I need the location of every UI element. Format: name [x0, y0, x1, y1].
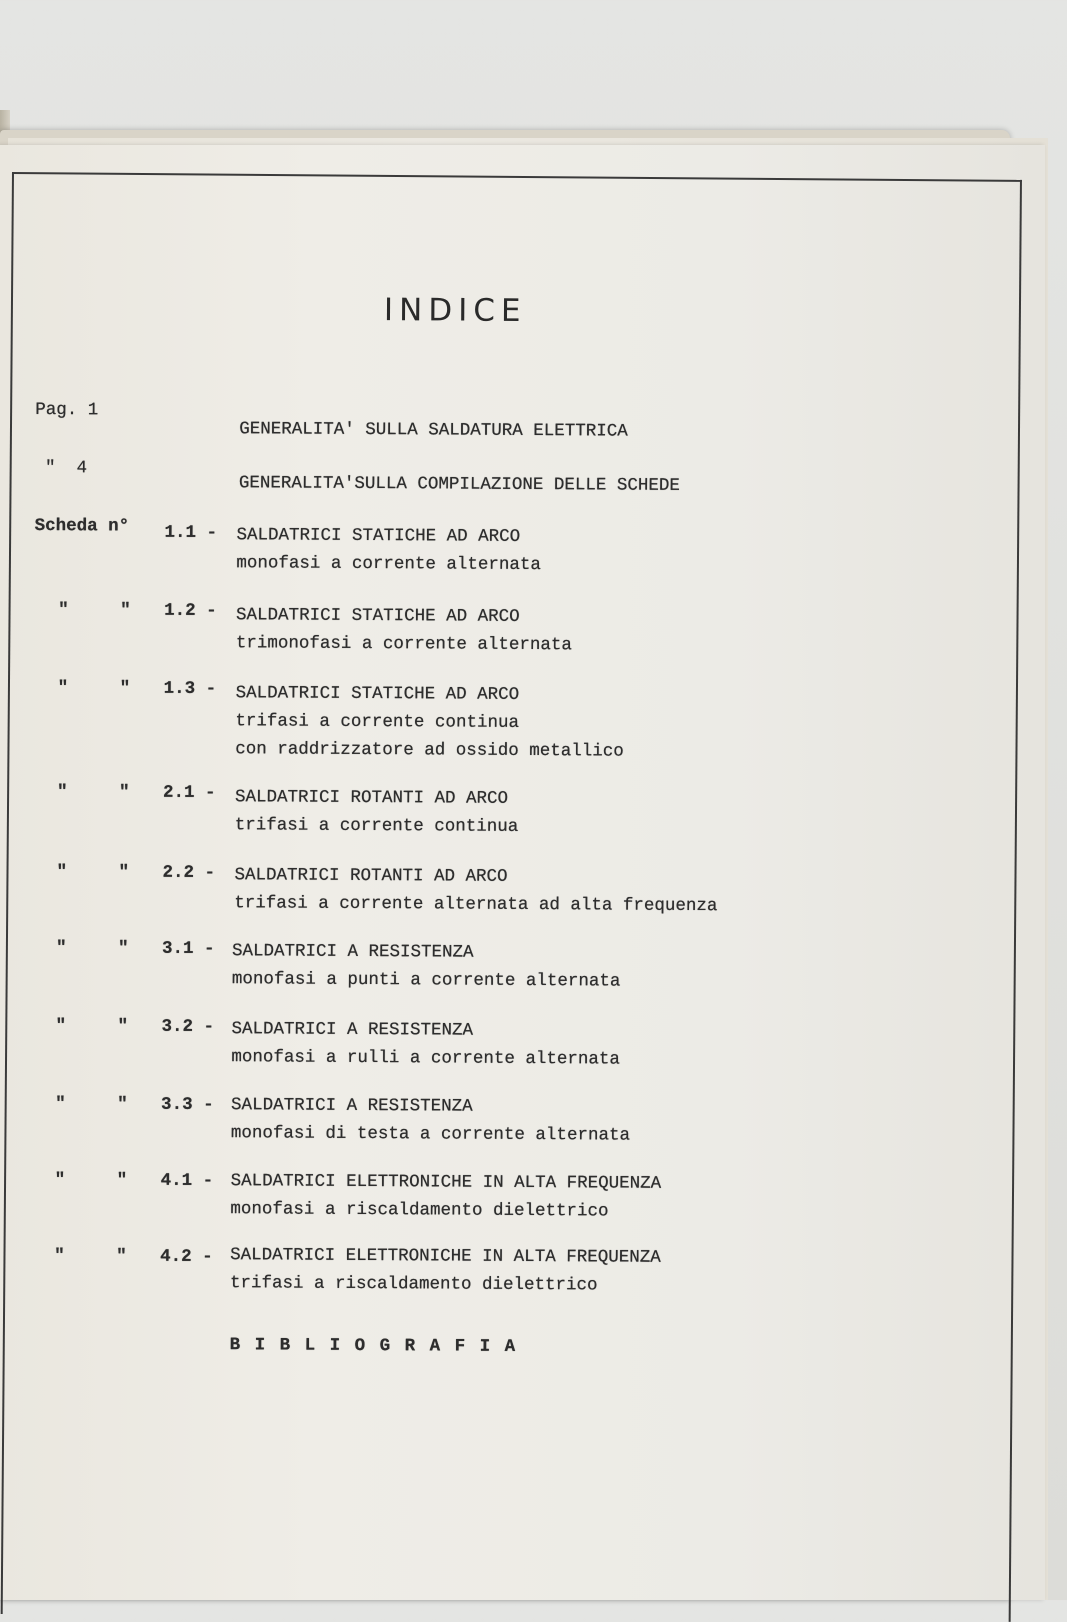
- entry-subtitle: monofasi a riscaldamento dielettrico: [230, 1199, 609, 1222]
- ditto-mark: ": [120, 600, 131, 621]
- ditto-mark: ": [116, 1170, 128, 1191]
- entry-subtitle: monofasi a rulli a corrente alternata: [231, 1047, 621, 1070]
- entry-subtitle: trifasi a corrente continua: [234, 815, 519, 837]
- ditto-mark: ": [117, 1016, 129, 1037]
- entry-title: SALDATRICI STATICHE AD ARCO: [235, 683, 520, 705]
- ditto-mark: ": [116, 1246, 127, 1267]
- ditto-mark: ": [54, 1246, 65, 1267]
- ditto-mark: ": [55, 1016, 67, 1037]
- entry-number: 2.1 -: [162, 782, 216, 804]
- entry-subtitle: monofasi di testa a corrente alternata: [230, 1123, 631, 1146]
- entry-subtitle: trifasi a corrente continua: [235, 711, 520, 733]
- entry-number: 2.2 -: [162, 862, 216, 884]
- entry-title: SALDATRICI STATICHE AD ARCO: [236, 525, 521, 547]
- page-ref-label: " 4: [44, 458, 88, 479]
- entry-subtitle-extra: con raddrizzatore ad ossido metallico: [235, 739, 624, 762]
- ditto-mark: ": [54, 1170, 66, 1191]
- entry-number: 4.1 -: [160, 1170, 214, 1192]
- scheda-label: Scheda n°: [34, 515, 130, 537]
- entry-number: 3.1 -: [161, 938, 215, 960]
- entry-title: SALDATRICI STATICHE AD ARCO: [236, 605, 520, 627]
- ditto-mark: ": [117, 938, 129, 959]
- entry-number: 1.1 -: [164, 522, 218, 544]
- entry-title: SALDATRICI A RESISTENZA: [231, 1019, 474, 1041]
- entry-title: SALDATRICI ROTANTI AD ARCO: [234, 865, 508, 887]
- bibliography-heading: B I B L I O G R A F I A: [229, 1335, 518, 1357]
- entry-title: SALDATRICI ELETTRONICHE IN ALTA FREQUENZA: [230, 1245, 661, 1268]
- ditto-mark: ": [55, 1094, 66, 1115]
- entry-title: SALDATRICI A RESISTENZA: [231, 941, 474, 963]
- entry-subtitle: trifasi a riscaldamento dielettrico: [229, 1273, 598, 1296]
- entry-title: SALDATRICI A RESISTENZA: [231, 1095, 473, 1117]
- entry-number: 4.2 -: [160, 1246, 213, 1268]
- page-ref-text: GENERALITA' SULLA SALDATURA ELETTRICA: [239, 419, 628, 442]
- page-title: INDICE: [383, 292, 527, 329]
- entry-title: SALDATRICI ROTANTI AD ARCO: [234, 787, 509, 809]
- ditto-mark: ": [118, 782, 130, 803]
- entry-subtitle: trifasi a corrente alternata ad alta frequenza: [234, 893, 718, 917]
- ditto-mark: ": [118, 862, 130, 883]
- entry-number: 3.2 -: [161, 1016, 215, 1038]
- entry-number: 1.3 -: [163, 678, 217, 700]
- ditto-mark: ": [56, 782, 68, 803]
- page-ref-text: GENERALITA'SULLA COMPILAZIONE DELLE SCHEDE: [238, 473, 681, 496]
- ditto-mark: ": [56, 862, 68, 883]
- ditto-mark: ": [55, 938, 67, 959]
- entry-subtitle: monofasi a punti a corrente alternata: [231, 969, 621, 992]
- entry-title: SALDATRICI ELETTRONICHE IN ALTA FREQUENZA: [230, 1171, 662, 1194]
- ditto-mark: ": [119, 678, 131, 699]
- ditto-mark: ": [57, 678, 69, 699]
- entry-subtitle: trimonofasi a corrente alternata: [235, 633, 573, 656]
- page-ref-label: Pag. 1: [35, 399, 99, 421]
- ditto-mark: ": [117, 1094, 128, 1115]
- entry-number: 3.3 -: [161, 1094, 214, 1116]
- entry-subtitle: monofasi a corrente alternata: [236, 553, 542, 576]
- entry-number: 1.2 -: [164, 600, 217, 622]
- ditto-mark: ": [58, 600, 69, 621]
